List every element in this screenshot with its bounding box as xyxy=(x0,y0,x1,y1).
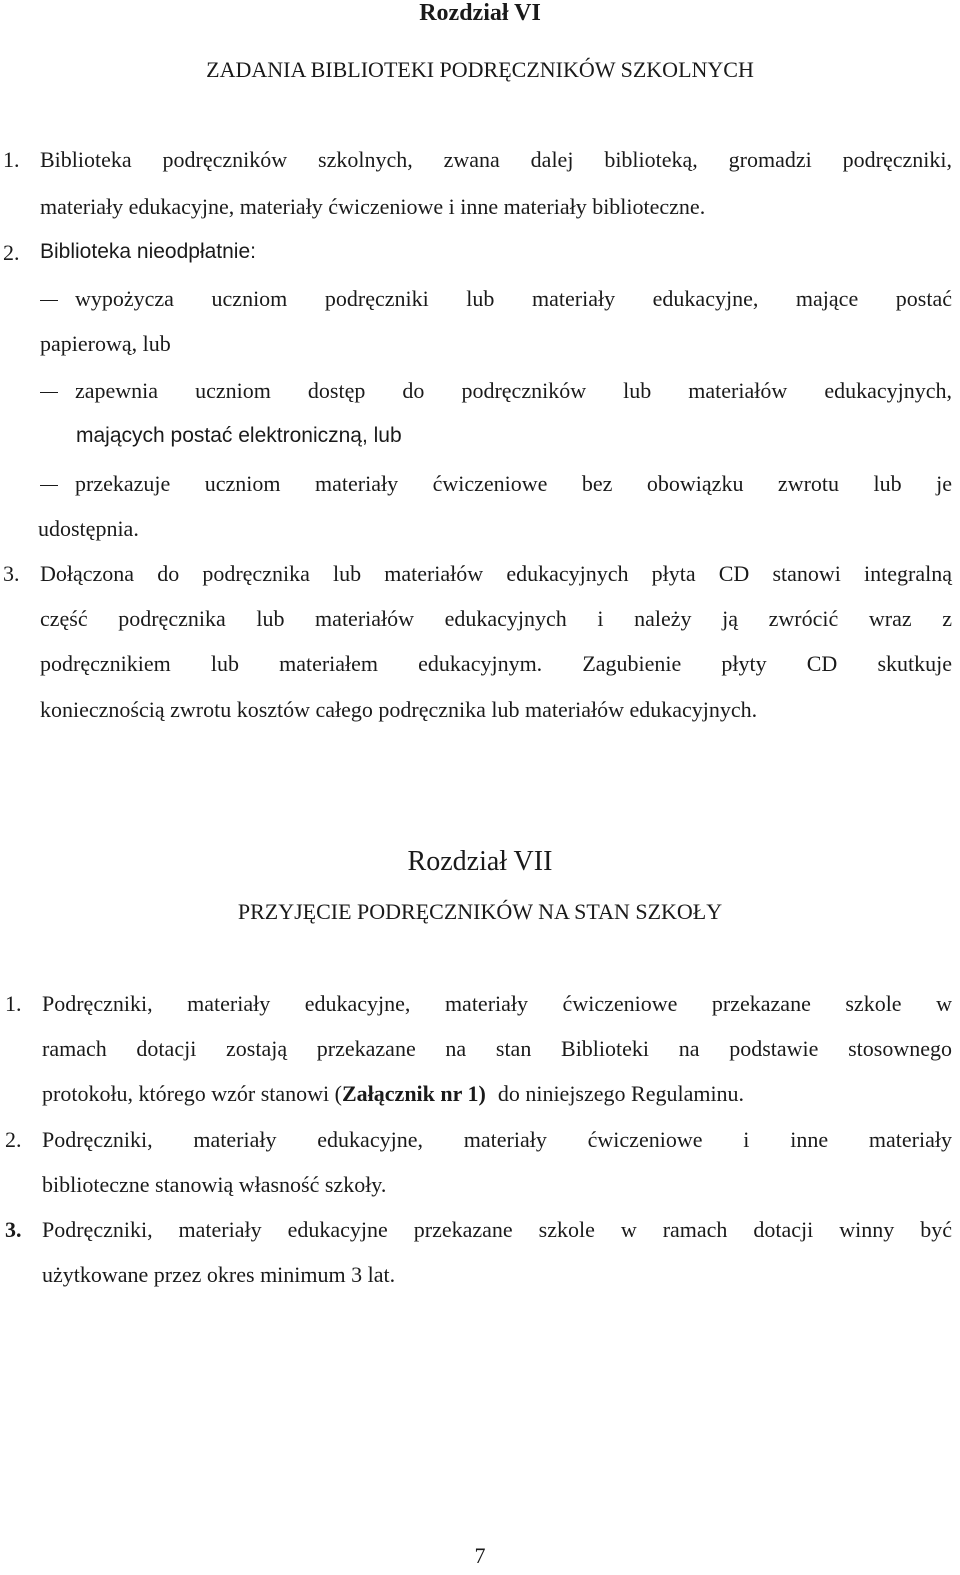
ch7-item-2-line-1: Podręczniki, materiały edukacyjne, materiały ćwiczeniowe i inne materiały xyxy=(42,1127,952,1152)
ch7-item-1-line-3-start: protokołu, którego wzór stanowi ( xyxy=(42,1081,342,1106)
ch7-item-1-line-3-end: do niniejszego Regulaminu. xyxy=(497,1081,745,1106)
ch6-item-2-line-1: Biblioteka nieodpłatnie: xyxy=(40,240,256,263)
ch6-item-1-line-1: Biblioteka podręczników szkolnych, zwana dalej biblioteką, gromadzi podręczniki, xyxy=(40,147,952,172)
ch6-item-1-number: 1. xyxy=(3,147,20,172)
ch6-bullet-2-line-2: mających postać elektroniczną, lub xyxy=(76,424,402,447)
ch6-item-3-line-1: Dołączona do podręcznika lub materiałów edukacyjnych płyta CD stanowi integralną xyxy=(40,561,952,586)
ch6-bullet-1-line-2: papierową, lub xyxy=(40,331,171,356)
ch6-item-3-line-3: podręcznikiem lub materiałem edukacyjnym. Zagubienie płyty CD skutkuje xyxy=(40,651,952,676)
ch6-item-2-number: 2. xyxy=(3,240,20,265)
chapter-7-subheading: PRZYJĘCIE PODRĘCZNIKÓW NA STAN SZKOŁY xyxy=(237,899,723,924)
bullet-dash xyxy=(40,300,58,301)
ch7-item-2-line-2: biblioteczne stanowią własność szkoły. xyxy=(42,1172,387,1197)
ch6-bullet-1-line-1: wypożycza uczniom podręczniki lub materiały edukacyjne, mające postać xyxy=(75,286,952,311)
ch7-item-3-line-2: użytkowane przez okres minimum 3 lat. xyxy=(42,1262,396,1287)
bullet-dash xyxy=(40,485,58,486)
page-number: 7 xyxy=(474,1543,486,1568)
ch6-item-3-number: 3. xyxy=(3,561,20,586)
ch6-item-3-line-4: koniecznością zwrotu kosztów całego podręcznika lub materiałów edukacyjnych. xyxy=(40,697,758,722)
ch7-item-1-line-1: Podręczniki, materiały edukacyjne, materiały ćwiczeniowe przekazane szkole w xyxy=(42,991,952,1016)
chapter-6-subheading: ZADANIA BIBLIOTEKI PODRĘCZNIKÓW SZKOLNYCH xyxy=(206,57,754,82)
ch7-item-1-line-3 xyxy=(42,1081,744,1107)
ch7-item-3-line-1: Podręczniki, materiały edukacyjne przekazane szkole w ramach dotacji winny być xyxy=(42,1217,952,1242)
ch6-bullet-3-line-1: przekazuje uczniom materiały ćwiczeniowe bez obowiązku zwrotu lub je xyxy=(75,471,952,496)
ch7-item-1-number: 1. xyxy=(5,991,22,1016)
ch6-bullet-3-line-2: udostępnia. xyxy=(38,516,139,541)
ch7-item-3-number: 3. xyxy=(5,1217,22,1242)
ch6-item-1-line-2: materiały edukacyjne, materiały ćwiczeniowe i inne materiały biblioteczne. xyxy=(40,194,706,219)
ch7-item-2-number: 2. xyxy=(5,1127,22,1152)
bullet-dash xyxy=(40,392,58,393)
ch6-item-3-line-2: część podręcznika lub materiałów edukacyjnych i należy ją zwrócić wraz z xyxy=(40,606,952,631)
chapter-6-heading: Rozdział VI xyxy=(419,0,541,26)
attachment-reference: Załącznik nr 1) xyxy=(342,1081,486,1106)
ch7-item-1-line-2: ramach dotacji zostają przekazane na stan Biblioteki na podstawie stosownego xyxy=(42,1036,952,1061)
chapter-7-heading: Rozdział VII xyxy=(407,846,553,877)
ch6-bullet-2-line-1: zapewnia uczniom dostęp do podręczników lub materiałów edukacyjnych, xyxy=(75,378,952,403)
